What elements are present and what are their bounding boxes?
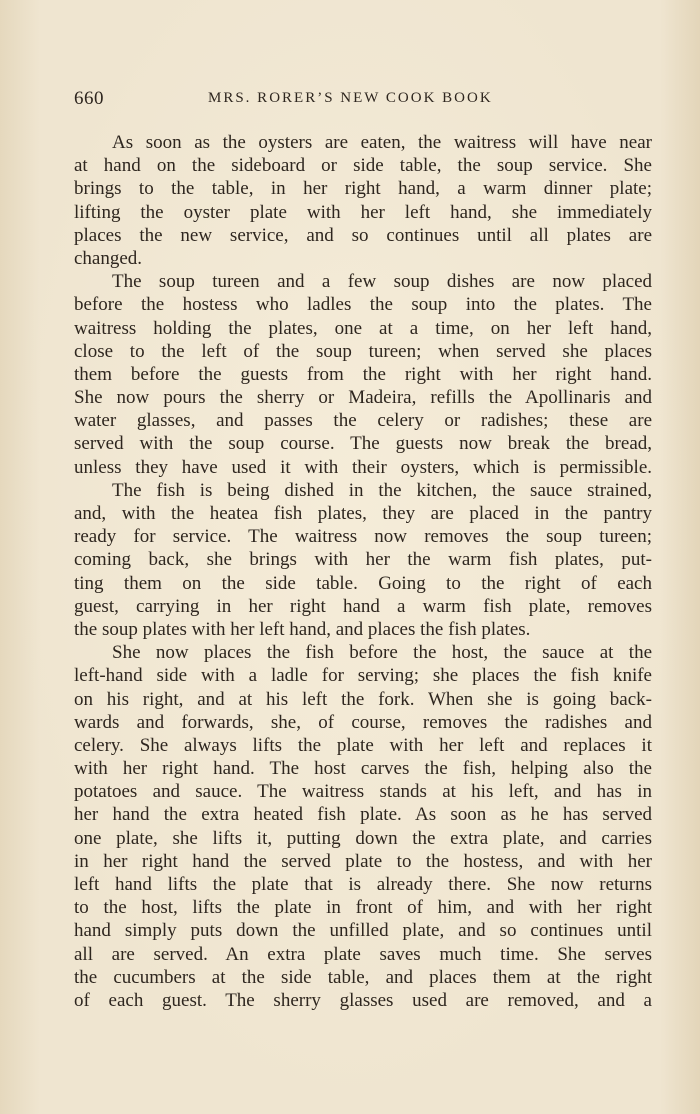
text-line: all are served. An extra plate saves much time. She serves xyxy=(74,943,652,965)
text-line: lifting the oyster plate with her left hand, she immediately xyxy=(74,201,652,223)
text-line: and, with the heatea fish plates, they are placed in the pantry xyxy=(74,503,652,524)
text-line: at hand on the sideboard or side table, the soup service. She xyxy=(74,155,652,177)
text-line: She now pours the sherry or Madeira, refills the Apollinaris and xyxy=(74,387,652,409)
text-line: close to the left of the soup tureen; when served she places xyxy=(74,340,652,362)
text-line: the cucumbers at the side table, and places them at the right xyxy=(74,966,652,988)
text-line: She now places the fish before the host, the sauce at the xyxy=(112,642,652,664)
text-line: the soup plates with her left hand, and places the fish plates. xyxy=(74,618,531,640)
text-line: to the host, lifts the plate in front of him, and with her right xyxy=(74,897,652,919)
text-line: As soon as the oysters are eaten, the waitress will have near xyxy=(112,132,652,153)
text-line: wards and forwards, she, of course, removes the radishes and xyxy=(74,711,652,733)
text-line: celery. She always lifts the plate with her left and replaces it xyxy=(74,734,652,756)
text-line: The soup tureen and a few soup dishes are now placed xyxy=(112,271,652,293)
text-line: The fish is being dished in the kitchen, the sauce strained, xyxy=(112,479,652,501)
text-line: one plate, she lifts it, putting down the extra plate, and carries xyxy=(74,827,652,849)
text-line: coming back, she brings with her the warm fish plates, put- xyxy=(74,549,652,571)
text-line: water glasses, and passes the celery or radishes; these are xyxy=(74,410,652,432)
text-line: them before the guests from the right with her right hand. xyxy=(74,363,652,385)
text-line: left-hand side with a ladle for serving; she places the fish knife xyxy=(74,665,652,687)
body-text xyxy=(74,131,652,1012)
text-line: on his right, and at his left the fork. When she is going back- xyxy=(74,688,652,710)
page-number: 660 xyxy=(74,88,104,109)
text-line: ting them on the side table. Going to the right of each xyxy=(74,572,652,594)
page-header xyxy=(74,88,652,114)
text-line: waitress holding the plates, one at a time, on her left hand, xyxy=(74,317,652,339)
running-head: MRS. RORER’S NEW COOK BOOK xyxy=(208,90,493,106)
text-line: potatoes and sauce. The waitress stands at his left, and has in xyxy=(74,781,652,803)
text-line: with her right hand. The host carves the fish, helping also the xyxy=(74,758,652,780)
text-line: her hand the extra heated fish plate. As soon as he has served xyxy=(74,804,652,826)
text-line: places the new service, and so continues until all plates are xyxy=(74,224,652,246)
text-line: guest, carrying in her right hand a warm fish plate, removes xyxy=(74,595,652,617)
text-line: in her right hand the served plate to the hostess, and with her xyxy=(74,850,652,872)
text-line: served with the soup course. The guests now break the bread, xyxy=(74,433,652,455)
text-line: of each guest. The sherry glasses used are removed, and a xyxy=(74,989,652,1011)
text-line: hand simply puts down the unfilled plate, and so continues until xyxy=(74,920,652,942)
text-line: left hand lifts the plate that is already there. She now returns xyxy=(74,874,652,895)
text-line: before the hostess who ladles the soup into the plates. The xyxy=(74,294,652,316)
text-line: changed. xyxy=(74,247,143,269)
text-line: unless they have used it with their oysters, which is permissible. xyxy=(74,456,652,478)
text-line: brings to the table, in her right hand, a warm dinner plate; xyxy=(74,178,652,200)
text-line: ready for service. The waitress now removes the soup tureen; xyxy=(74,526,652,548)
